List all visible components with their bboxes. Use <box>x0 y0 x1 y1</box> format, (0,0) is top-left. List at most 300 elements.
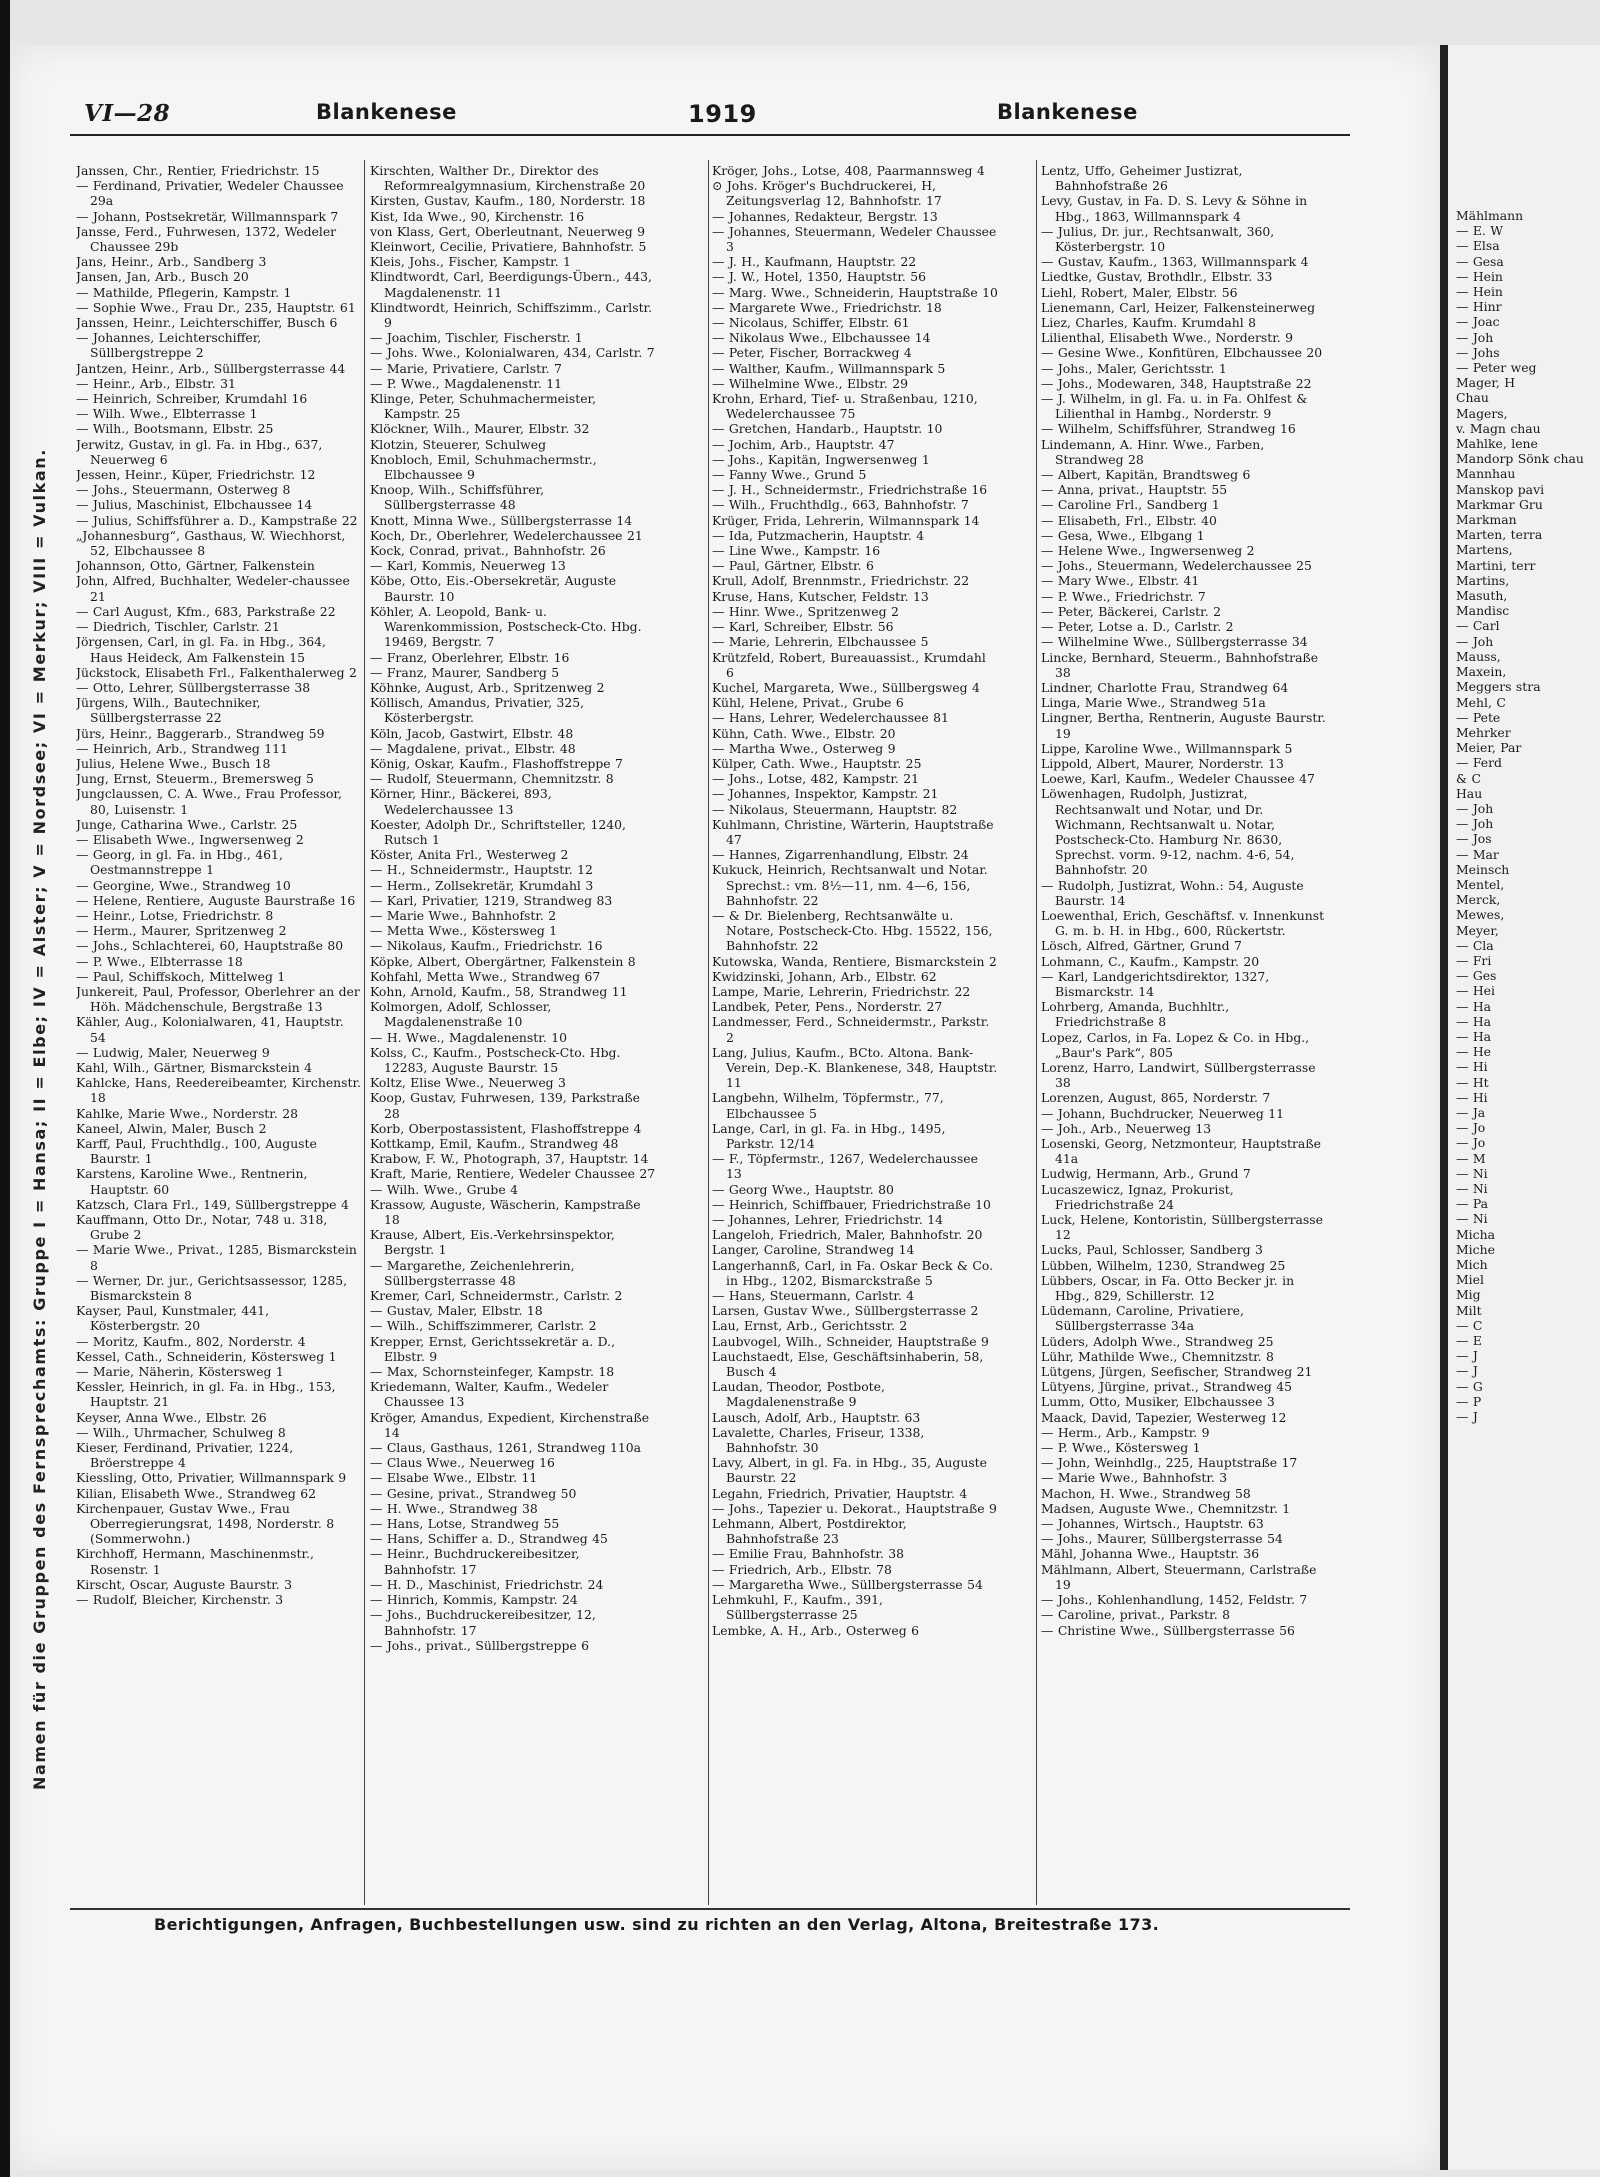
directory-entry: Kolss, C., Kaufm., Postscheck-Cto. Hbg. 12283, Auguste Baurstr. 15 <box>370 1044 621 1075</box>
publisher-footer: Berichtigungen, Anfragen, Buchbestellungen usw. sind zu richten an den Verlag, Altona, Breitestraße 173. <box>154 1915 1160 1934</box>
directory-entry: — Metta Wwe., Köstersweg 1 <box>370 923 558 939</box>
directory-entry: Langerhannß, Carl, in Fa. Oskar Beck & Co. in Hbg., 1202, Bismarckstraße 5 <box>712 1257 994 1288</box>
directory-entry: — Gustav, Kaufm., 1363, Willmannspark 4 <box>1041 254 1309 270</box>
directory-entry: — Peter, Fischer, Borrackweg 4 <box>712 345 912 361</box>
header-right-title: Blankenese <box>997 100 1138 124</box>
directory-entry: — Joh., Arb., Neuerweg 13 <box>1041 1120 1212 1136</box>
column-rule <box>708 160 709 1905</box>
directory-entry: Korb, Oberpostassistent, Flashoffstreppe 4 <box>370 1120 642 1136</box>
directory-entry: — Johs., Maler, Gerichtsstr. 1 <box>1041 360 1227 376</box>
directory-entry: — Karl, Privatier, 1219, Strandweg 83 <box>370 892 613 908</box>
directory-entry: — Ha <box>1456 998 1492 1014</box>
directory-entry: Martens, <box>1456 542 1513 558</box>
directory-entry: — Ni <box>1456 1211 1488 1227</box>
directory-entry: Mich <box>1456 1257 1488 1273</box>
directory-entry: Kahl, Wilh., Gärtner, Bismarckstein 4 <box>76 1059 313 1075</box>
directory-entry: — Wilh. Wwe., Elbterrasse 1 <box>76 406 258 422</box>
directory-entry: — Karl, Kommis, Neuerweg 13 <box>370 558 566 574</box>
directory-entry: — Hans, Lotse, Strandweg 55 <box>370 1516 560 1532</box>
directory-entry: — Hans, Schiffer a. D., Strandweg 45 <box>370 1531 608 1547</box>
directory-entry: Kessel, Cath., Schneiderin, Köstersweg 1 <box>76 1348 337 1364</box>
directory-entry: Kaneel, Alwin, Maler, Busch 2 <box>76 1120 267 1136</box>
directory-entry: — P. Wwe., Elbterrasse 18 <box>76 953 243 969</box>
side-margin-text: Namen für die Gruppen des Fernsprechamts: Gruppe I = Hansa; II = Elbe; IV = Alster; V = Nordsee; VI = Merkur; VIII = Vulkan. <box>30 448 49 1790</box>
directory-entry: Lienemann, Carl, Heizer, Falkensteinerweg <box>1041 299 1316 315</box>
directory-entry: — Pa <box>1456 1196 1488 1212</box>
directory-entry: Luck, Helene, Kontoristin, Süllbergsterrasse 12 <box>1041 1212 1323 1243</box>
directory-entry: — Mar <box>1456 846 1499 862</box>
directory-entry: Lucaszewicz, Ignaz, Prokurist, Friedrichstraße 24 <box>1041 1181 1234 1212</box>
directory-entry: — Moritz, Kaufm., 802, Norderstr. 4 <box>76 1333 306 1349</box>
directory-entry: — Otto, Lehrer, Süllbergsterrasse 38 <box>76 679 311 695</box>
directory-entry: Kilian, Elisabeth Wwe., Strandweg 62 <box>76 1485 317 1501</box>
directory-entry: — Peter, Lotse a. D., Carlstr. 2 <box>1041 619 1234 635</box>
column-3 <box>712 163 998 1908</box>
directory-entry: Mählmann <box>1456 208 1524 223</box>
directory-entry: Junge, Catharina Wwe., Carlstr. 25 <box>76 816 298 832</box>
directory-entry: Lippe, Karoline Wwe., Willmannspark 5 <box>1041 740 1293 756</box>
directory-entry: — Heinrich, Schreiber, Krumdahl 16 <box>76 391 308 407</box>
directory-entry: — Herm., Maurer, Spritzenweg 2 <box>76 923 287 939</box>
directory-entry: — J <box>1456 1348 1478 1364</box>
directory-entry: — Friedrich, Arb., Elbstr. 78 <box>712 1561 892 1577</box>
column-2 <box>370 163 656 1908</box>
directory-entry: Külper, Cath. Wwe., Hauptstr. 25 <box>712 755 922 771</box>
directory-entry: — Marg. Wwe., Schneiderin, Hauptstraße 10 <box>712 284 998 300</box>
directory-entry: Lehmann, Albert, Postdirektor, Bahnhofstraße 23 <box>712 1516 907 1547</box>
directory-entry: — Johann, Buchdrucker, Neuerweg 11 <box>1041 1105 1285 1121</box>
directory-entry: Johannson, Otto, Gärtner, Falkenstein <box>76 558 315 574</box>
directory-entry: Lincke, Bernhard, Steuerm., Bahnhofstraße 38 <box>1041 649 1319 680</box>
directory-entry: Karff, Paul, Fruchthdlg., 100, Auguste Baurstr. 1 <box>76 1136 317 1167</box>
directory-entry: Kwidzinski, Johann, Arb., Elbstr. 62 <box>712 968 937 984</box>
directory-entry: — Albert, Kapitän, Brandtsweg 6 <box>1041 467 1251 483</box>
directory-entry: Mewes, <box>1456 907 1505 923</box>
directory-entry: — Joh <box>1456 329 1494 345</box>
directory-entry: — Caroline, privat., Parkstr. 8 <box>1041 1607 1230 1623</box>
directory-entry: — Johs., Buchdruckereibesitzer, 12, Bahnhofstr. 17 <box>370 1607 596 1638</box>
directory-entry: Martins, <box>1456 572 1510 588</box>
directory-entry: — Heinr., Lotse, Friedrichstr. 8 <box>76 907 274 923</box>
directory-entry: Köbe, Otto, Eis.-Obersekretär, Auguste Baurstr. 10 <box>370 573 617 604</box>
directory-entry: — Cla <box>1456 937 1494 953</box>
directory-entry: — Werner, Dr. jur., Gerichtsassessor, 1285, Bismarckstein 8 <box>76 1272 348 1304</box>
directory-entry: Krüger, Frida, Lehrerin, Wilmannspark 14 <box>712 512 980 528</box>
directory-entry: Lentz, Uffo, Geheimer Justizrat, Bahnhofstraße 26 <box>1041 163 1243 194</box>
directory-entry: Jürs, Heinr., Baggerarb., Strandweg 59 <box>76 725 325 741</box>
directory-entry: — Emilie Frau, Bahnhofstr. 38 <box>712 1546 905 1562</box>
directory-entry: — Marie Wwe., Privat., 1285, Bismarckstein 8 <box>76 1242 357 1273</box>
directory-entry: Lohmann, C., Kaufm., Kampstr. 20 <box>1041 953 1260 969</box>
directory-entry: Masuth, <box>1456 588 1508 604</box>
directory-entry: — Margaretha Wwe., Süllbergsterrasse 54 <box>712 1576 983 1592</box>
directory-entry: — Joh <box>1456 816 1494 832</box>
directory-entry: Markmar Gru <box>1456 496 1543 512</box>
directory-entry: Junkereit, Paul, Professor, Oberlehrer an der Höh. Mädchenschule, Bergstraße 13 <box>76 983 360 1015</box>
directory-entry: — Peter, Bäckerei, Carlstr. 2 <box>1041 603 1221 619</box>
directory-entry: Kriedemann, Walter, Kaufm., Wedeler Chaussee 13 <box>370 1379 609 1410</box>
directory-entry: Koop, Gustav, Fuhrwesen, 139, Parkstraße 28 <box>370 1090 641 1121</box>
directory-entry: — H. Wwe., Strandweg 38 <box>370 1500 538 1516</box>
footer-rule <box>70 1908 1350 1910</box>
directory-entry: Levy, Gustav, in Fa. D. S. Levy & Söhne in Hbg., 1863, Willmannspark 4 <box>1041 193 1308 224</box>
column-5 <box>1456 208 1596 1953</box>
directory-entry: — Gretchen, Handarb., Hauptstr. 10 <box>712 421 943 437</box>
directory-entry: Lösch, Alfred, Gärtner, Grund 7 <box>1041 938 1242 954</box>
directory-entry: Ludwig, Hermann, Arb., Grund 7 <box>1041 1166 1251 1182</box>
directory-entry: Janssen, Heinr., Leichterschiffer, Busch 6 <box>76 315 338 331</box>
directory-entry: Körner, Hinr., Bäckerei, 893, Wedelerchaussee 13 <box>370 786 552 817</box>
directory-entry: Kohfahl, Metta Wwe., Strandweg 67 <box>370 968 601 984</box>
directory-entry: — Gesine, privat., Strandweg 50 <box>370 1485 577 1501</box>
column-4 <box>1041 163 1327 1908</box>
directory-entry: — Hinrich, Kommis, Kampstr. 24 <box>370 1592 578 1608</box>
directory-entry: — Magdalene, privat., Elbstr. 48 <box>370 740 576 756</box>
directory-entry: — Wilh., Schiffszimmerer, Carlstr. 2 <box>370 1318 597 1334</box>
directory-entry: — Jochim, Arb., Hauptstr. 47 <box>712 436 895 452</box>
directory-entry: Magers, <box>1456 405 1508 421</box>
directory-entry: Lühr, Mathilde Wwe., Chemnitzstr. 8 <box>1041 1348 1274 1364</box>
directory-entry: — Ferdinand, Privatier, Wedeler Chaussee 29a <box>76 178 344 209</box>
directory-entry: Landmesser, Ferd., Schneidermstr., Parkstr. 2 <box>712 1014 990 1045</box>
page-number: VI—28 <box>84 100 171 127</box>
directory-entry: — Ni <box>1456 1181 1488 1196</box>
directory-entry: Klöckner, Wilh., Maurer, Elbstr. 32 <box>370 421 590 437</box>
directory-entry: Kist, Ida Wwe., 90, Kirchenstr. 16 <box>370 208 585 224</box>
directory-entry: Krepper, Ernst, Gerichtssekretär a. D., Elbstr. 9 <box>370 1333 616 1364</box>
column-1 <box>76 163 362 1908</box>
directory-entry: Kraft, Marie, Rentiere, Wedeler Chaussee 27 <box>370 1166 656 1182</box>
directory-entry: — Gustav, Maler, Elbstr. 18 <box>370 1303 543 1319</box>
directory-entry: Milt <box>1456 1302 1482 1318</box>
directory-entry: Kessler, Heinrich, in gl. Fa. in Hbg., 153, Hauptstr. 21 <box>76 1379 336 1410</box>
directory-entry: — Georg, in gl. Fa. in Hbg., 461, Oestmannstreppe 1 <box>76 847 283 878</box>
directory-entry: Lang, Julius, Kaufm., BCto. Altona. Bank-Verein, Dep.-K. Blankenese, 348, Hauptstr. 11 <box>712 1044 998 1091</box>
directory-entry: Kruse, Hans, Kutscher, Feldstr. 13 <box>712 588 929 604</box>
directory-entry: — Elsa <box>1456 238 1500 254</box>
directory-entry: Jessen, Heinr., Küper, Friedrichstr. 12 <box>76 467 316 483</box>
directory-entry: — Johs., Steuermann, Osterweg 8 <box>76 482 291 498</box>
directory-entry: — P. Wwe., Köstersweg 1 <box>1041 1440 1201 1456</box>
directory-entry: Langbehn, Wilhelm, Töpfermstr., 77, Elbchaussee 5 <box>712 1090 944 1121</box>
directory-entry: Maack, David, Tapezier, Westerweg 12 <box>1041 1409 1287 1425</box>
directory-entry: Krützfeld, Robert, Bureauassist., Krumdahl 6 <box>712 649 986 680</box>
directory-entry: — Karl, Schreiber, Elbstr. 56 <box>712 619 894 635</box>
directory-entry: Mauss, <box>1456 648 1501 664</box>
directory-entry: — Wilh., Uhrmacher, Schulweg 8 <box>76 1424 286 1440</box>
directory-entry: — Heinrich, Schiffbauer, Friedrichstraße 10 <box>712 1196 991 1212</box>
directory-entry: Koch, Dr., Oberlehrer, Wedelerchaussee 21 <box>370 527 643 543</box>
directory-entry: Lorenzen, August, 865, Norderstr. 7 <box>1041 1090 1271 1106</box>
directory-entry: — Heinr., Buchdruckereibesitzer, Bahnhofstr. 17 <box>370 1546 580 1577</box>
directory-entry: — Heinr., Arb., Elbstr. 31 <box>76 375 236 391</box>
directory-entry: — Heinrich, Arb., Strandweg 111 <box>76 740 288 756</box>
directory-entry: — H. D., Maschinist, Friedrichstr. 24 <box>370 1576 604 1592</box>
directory-entry: — Jo <box>1456 1135 1486 1151</box>
directory-entry: — Marie, Näherin, Köstersweg 1 <box>76 1364 284 1380</box>
directory-entry: Maxein, <box>1456 664 1507 680</box>
directory-entry: Lausch, Adolf, Arb., Hauptstr. 63 <box>712 1409 921 1425</box>
directory-entry: Keyser, Anna Wwe., Elbstr. 26 <box>76 1409 267 1425</box>
directory-entry: Jürgens, Wilh., Bautechniker, Süllbergsterrasse 22 <box>76 695 261 726</box>
directory-entry: Lau, Ernst, Arb., Gerichtsstr. 2 <box>712 1318 908 1334</box>
directory-entry: Klindtwordt, Heinrich, Schiffszimm., Carlstr. 9 <box>370 299 653 331</box>
directory-entry: Merck, <box>1456 892 1501 908</box>
directory-entry: Chau <box>1456 390 1489 406</box>
directory-entry: Lucks, Paul, Schlosser, Sandberg 3 <box>1041 1242 1263 1258</box>
directory-entry: Jörgensen, Carl, in gl. Fa. in Hbg., 364, Haus Heideck, Am Falkenstein 15 <box>76 634 326 665</box>
directory-entry: — J. W., Hotel, 1350, Hauptstr. 56 <box>712 269 927 285</box>
page-gutter <box>1440 45 1448 2170</box>
directory-entry: Kukuck, Heinrich, Rechtsanwalt und Notar. Sprechst.: vm. 8½—11, nm. 4—6, 156, Bahnhofstr. 22 <box>712 862 988 908</box>
directory-entry: — Max, Schornsteinfeger, Kampstr. 18 <box>370 1364 615 1380</box>
directory-entry: — Hei <box>1456 983 1495 999</box>
directory-entry: Manskop pavi <box>1456 481 1545 497</box>
directory-entry: Legahn, Friedrich, Privatier, Hauptstr. 4 <box>712 1485 968 1501</box>
directory-entry: — Johannes, Lehrer, Friedrichstr. 14 <box>712 1212 943 1228</box>
directory-entry: — Walther, Kaufm., Willmannspark 5 <box>712 360 946 376</box>
directory-entry: — Johs. Wwe., Kolonialwaren, 434, Carlstr. 7 <box>370 345 655 361</box>
directory-entry: Krull, Adolf, Brennmstr., Friedrichstr. 22 <box>712 573 970 589</box>
directory-entry: Kuhlmann, Christine, Wärterin, Hauptstraße 47 <box>712 816 994 847</box>
directory-entry: — Gesa <box>1456 253 1504 269</box>
directory-entry: — Marie Wwe., Bahnhofstr. 2 <box>370 907 557 923</box>
directory-entry: Krohn, Erhard, Tief- u. Straßenbau, 1210, Wedelerchaussee 75 <box>712 391 978 422</box>
directory-entry: Lilienthal, Elisabeth Wwe., Norderstr. 9 <box>1041 330 1294 346</box>
directory-entry: Markman <box>1456 512 1517 528</box>
directory-entry: Lippold, Albert, Maurer, Norderstr. 13 <box>1041 755 1284 771</box>
directory-entry: Lorenz, Harro, Landwirt, Süllbergsterrasse 38 <box>1041 1059 1316 1091</box>
directory-entry: — P <box>1456 1393 1482 1409</box>
directory-entry: Kahlke, Marie Wwe., Norderstr. 28 <box>76 1105 298 1121</box>
directory-entry: — Nikolaus, Kaufm., Friedrichstr. 16 <box>370 938 603 954</box>
directory-entry: — J. Wilhelm, in gl. Fa. u. in Fa. Ohlfest & Lilienthal in Hambg., Norderstr. 9 <box>1041 391 1308 422</box>
directory-entry: — Hein <box>1456 268 1503 284</box>
directory-entry: Köllisch, Amandus, Privatier, 325, Kösterbergstr. <box>370 695 585 726</box>
directory-entry: Mentel, <box>1456 876 1505 892</box>
directory-entry: Martini, terr <box>1456 557 1536 573</box>
directory-entry: Langeloh, Friedrich, Maler, Bahnhofstr. 20 <box>712 1227 983 1243</box>
directory-entry: — Wilh. Wwe., Grube 4 <box>370 1181 519 1197</box>
directory-entry: — Diedrich, Tischler, Carlstr. 21 <box>76 619 280 635</box>
directory-entry: — Paul, Gärtner, Elbstr. 6 <box>712 558 874 574</box>
directory-entry: Lopez, Carlos, in Fa. Lopez & Co. in Hbg., „Baur's Park“, 805 <box>1041 1029 1310 1060</box>
directory-entry: — Johs., Modewaren, 348, Hauptstraße 22 <box>1041 375 1312 391</box>
directory-entry: — E <box>1456 1333 1482 1349</box>
directory-entry: — Wilhelmine Wwe., Süllbergsterrasse 34 <box>1041 634 1308 650</box>
directory-entry: — Johannes, Inspektor, Kampstr. 21 <box>712 786 939 802</box>
column-rule <box>1036 160 1037 1905</box>
directory-entry: — Margarete Wwe., Friedrichstr. 18 <box>712 299 942 315</box>
directory-entry: Lavy, Albert, in gl. Fa. in Hbg., 35, Auguste Baurstr. 22 <box>712 1455 987 1486</box>
directory-entry: Lampe, Marie, Lehrerin, Friedrichstr. 22 <box>712 983 971 999</box>
directory-entry: Kuchel, Margareta, Wwe., Süllbergsweg 4 <box>712 679 980 695</box>
directory-entry: Mehrker <box>1456 724 1511 740</box>
directory-entry: — Joac <box>1456 314 1500 330</box>
directory-entry: Köln, Jacob, Gastwirt, Elbstr. 48 <box>370 725 574 741</box>
directory-entry: Kolmorgen, Adolf, Schlosser, Magdalenenstraße 10 <box>370 999 552 1030</box>
directory-entry: — J. H., Schneidermstr., Friedrichstraße 16 <box>712 482 988 498</box>
directory-entry: Löwenhagen, Rudolph, Justizrat, Rechtsanwalt und Notar, und Dr. Wichmann, Rechtsanwalt u. Notar, Postscheck-Cto. Hamburg Nr. 8630, Sprechst. vorm. 9-12, nachm. 4-6, 54, Bahnhofstr. 20 <box>1041 786 1295 878</box>
directory-entry: — Ida, Putzmacherin, Hauptstr. 4 <box>712 527 925 543</box>
directory-entry: Micha <box>1456 1226 1495 1242</box>
directory-entry: — Gesa, Wwe., Elbgang 1 <box>1041 527 1205 543</box>
directory-entry: Koltz, Elise Wwe., Neuerweg 3 <box>370 1075 566 1091</box>
directory-entry: — Claus, Gasthaus, 1261, Strandweg 110a <box>370 1440 642 1456</box>
directory-entry: ⊙ Johs. Kröger's Buchdruckerei, H, Zeitungsverlag 12, Bahnhofstr. 17 <box>712 178 942 209</box>
directory-entry: — He <box>1456 1044 1491 1060</box>
directory-entry: — Fri <box>1456 952 1492 968</box>
directory-entry: Katzsch, Clara Frl., 149, Süllbergstreppe 4 <box>76 1196 349 1212</box>
directory-entry: — Ha <box>1456 1013 1492 1029</box>
directory-entry: Kirschten, Walther Dr., Direktor des Reformrealgymnasium, Kirchenstraße 20 <box>370 163 646 194</box>
directory-entry: Jantzen, Heinr., Arb., Süllbergsterrasse 44 <box>76 360 346 376</box>
directory-entry: Köster, Anita Frl., Westerweg 2 <box>370 847 569 863</box>
directory-entry: Köpke, Albert, Obergärtner, Falkenstein 8 <box>370 953 636 969</box>
directory-entry: — Peter weg <box>1456 360 1537 376</box>
directory-entry: — Franz, Maurer, Sandberg 5 <box>370 664 560 680</box>
directory-entry: — E. W <box>1456 223 1503 239</box>
directory-entry: Lavalette, Charles, Friseur, 1338, Bahnhofstr. 30 <box>712 1424 925 1456</box>
directory-entry: — Johs., Maurer, Süllbergsterrasse 54 <box>1041 1531 1283 1547</box>
directory-entry: Jansen, Jan, Arb., Busch 20 <box>76 269 249 285</box>
directory-entry: — Georgine, Wwe., Strandweg 10 <box>76 877 291 893</box>
directory-entry: Kottkamp, Emil, Kaufm., Strandweg 48 <box>370 1136 619 1151</box>
directory-entry: Knoop, Wilh., Schiffsführer, Süllbergsterrasse 48 <box>370 482 545 513</box>
directory-entry: Jungclaussen, C. A. Wwe., Frau Professor, 80, Luisenstr. 1 <box>76 786 342 817</box>
directory-entry: Mig <box>1456 1287 1481 1303</box>
directory-entry: — Marie, Lehrerin, Elbchaussee 5 <box>712 634 929 650</box>
directory-entry: — Wilh., Fruchthdlg., 663, Bahnhofstr. 7 <box>712 497 969 513</box>
directory-entry: Köhler, A. Leopold, Bank- u. Warenkommission, Postscheck-Cto. Hbg. 19469, Bergstr. 7 <box>370 603 642 650</box>
page-header <box>70 100 1350 136</box>
directory-entry: Kleinwort, Cecilie, Privatiere, Bahnhofstr. 5 <box>370 239 647 255</box>
directory-entry: — P. Wwe., Friedrichstr. 7 <box>1041 588 1206 604</box>
directory-entry: — Johs., Kohlenhandlung, 1452, Feldstr. 7 <box>1041 1592 1308 1608</box>
directory-entry: — Nicolaus, Schiffer, Elbstr. 61 <box>712 315 910 331</box>
directory-entry: v. Magn chau <box>1456 420 1541 436</box>
scan-border <box>0 0 10 2177</box>
directory-entry: Meinsch <box>1456 861 1510 877</box>
directory-entry: — Julius, Dr. jur., Rechtsanwalt, 360, Kösterbergstr. 10 <box>1041 223 1275 255</box>
directory-entry: — Joh <box>1456 633 1494 649</box>
directory-entry: Lingner, Bertha, Rentnerin, Auguste Baurstr. 19 <box>1041 710 1326 741</box>
directory-entry: Krause, Albert, Eis.-Verkehrsinspektor, Bergstr. 1 <box>370 1227 615 1258</box>
directory-entry: Kühn, Cath. Wwe., Elbstr. 20 <box>712 725 896 741</box>
directory-entry: — Ha <box>1456 1028 1492 1044</box>
directory-entry: Mannhau <box>1456 466 1516 482</box>
directory-entry: — Wilh., Bootsmann, Elbstr. 25 <box>76 421 274 437</box>
directory-entry: — Hi <box>1456 1089 1488 1105</box>
directory-entry: — Jo <box>1456 1120 1486 1136</box>
directory-entry: — Herm., Zollsekretär, Krumdahl 3 <box>370 877 594 893</box>
directory-entry: Lumm, Otto, Musiker, Elbchaussee 3 <box>1041 1394 1275 1410</box>
directory-entry: — Ges <box>1456 968 1497 984</box>
directory-entry: — Marie Wwe., Bahnhofstr. 3 <box>1041 1470 1228 1486</box>
directory-entry: Liedtke, Gustav, Brothdlr., Elbstr. 33 <box>1041 269 1273 285</box>
directory-entry: Mehl, C <box>1456 694 1506 710</box>
directory-entry: — J. H., Kaufmann, Hauptstr. 22 <box>712 254 917 270</box>
directory-entry: Janssen, Chr., Rentier, Friedrichstr. 15 <box>76 163 320 178</box>
directory-entry: Kauffmann, Otto Dr., Notar, 748 u. 318, Grube 2 <box>76 1212 328 1243</box>
directory-entry: — G <box>1456 1378 1483 1394</box>
directory-entry: — Julius, Schiffsführer a. D., Kampstraße 22 <box>76 512 358 528</box>
directory-entry: — Mary Wwe., Elbstr. 41 <box>1041 573 1200 589</box>
directory-entry: Lindner, Charlotte Frau, Strandweg 64 <box>1041 679 1289 695</box>
directory-entry: Jerwitz, Gustav, in gl. Fa. in Hbg., 637, Neuerweg 6 <box>76 436 323 467</box>
directory-entry: — Ht <box>1456 1074 1489 1090</box>
directory-entry: Klinge, Peter, Schuhmachermeister, Kampstr. 25 <box>370 391 597 422</box>
directory-entry: Krabow, F. W., Photograph, 37, Hauptstr. 14 <box>370 1151 649 1167</box>
directory-entry: Jückstock, Elisabeth Frl., Falkenthalerweg 2 <box>76 664 357 680</box>
directory-entry: Meier, Par <box>1456 740 1522 756</box>
directory-entry: — Johannes, Wirtsch., Hauptstr. 63 <box>1041 1516 1264 1532</box>
directory-entry: Kayser, Paul, Kunstmaler, 441, Kösterbergstr. 20 <box>76 1303 270 1334</box>
directory-entry: — C <box>1456 1317 1483 1333</box>
directory-entry: Lange, Carl, in gl. Fa. in Hbg., 1495, Parkstr. 12/14 <box>712 1120 946 1151</box>
directory-entry: von Klass, Gert, Oberleutnant, Neuerweg 9 <box>370 223 645 239</box>
directory-entry: — Johannes, Steuermann, Wedeler Chaussee 3 <box>712 223 997 255</box>
directory-entry: — Wilhelmine Wwe., Elbstr. 29 <box>712 375 908 391</box>
directory-entry: Kirscht, Oscar, Auguste Baurstr. 3 <box>76 1576 293 1592</box>
directory-entry: — Fanny Wwe., Grund 5 <box>712 467 867 483</box>
directory-entry: — Johs., Tapezier u. Dekorat., Hauptstraße 9 <box>712 1500 997 1516</box>
directory-entry: Loewe, Karl, Kaufm., Wedeler Chaussee 47 <box>1041 771 1315 787</box>
directory-entry: John, Alfred, Buchhalter, Wedeler-chaussee 21 <box>76 573 350 604</box>
directory-entry: — Claus Wwe., Neuerweg 16 <box>370 1455 555 1471</box>
directory-entry: — Hi <box>1456 1059 1488 1075</box>
directory-entry: — Johannes, Leichterschiffer, Süllbergstreppe 2 <box>76 330 262 361</box>
directory-entry: Kleis, Johs., Fischer, Kampstr. 1 <box>370 254 571 270</box>
directory-entry: — Herm., Arb., Kampstr. 9 <box>1041 1424 1210 1440</box>
directory-entry: Lauchstaedt, Else, Geschäftsinhaberin, 58, Busch 4 <box>712 1348 984 1380</box>
next-page-fragment <box>1448 45 1600 2170</box>
directory-entry: — Joachim, Tischler, Fischerstr. 1 <box>370 330 583 346</box>
directory-entry: — Anna, privat., Hauptstr. 55 <box>1041 482 1228 498</box>
directory-entry: — Paul, Schiffskoch, Mittelweg 1 <box>76 968 286 984</box>
directory-entry: Kahlcke, Hans, Reedereibeamter, Kirchenstr. 18 <box>76 1075 361 1106</box>
directory-entry: — Johs., Lotse, 482, Kampstr. 21 <box>712 771 920 787</box>
directory-entry: — Elisabeth Wwe., Ingwersenweg 2 <box>76 831 304 847</box>
directory-entry: Mandisc <box>1456 603 1510 619</box>
directory-entry: — Joh <box>1456 800 1494 816</box>
directory-entry: Meggers stra <box>1456 679 1541 695</box>
directory-entry: — Ja <box>1456 1104 1486 1120</box>
directory-entry: Hau <box>1456 785 1483 801</box>
directory-entry: — Johs., Steuermann, Wedelerchaussee 25 <box>1041 558 1312 574</box>
directory-entry: Losenski, Georg, Netzmonteur, Hauptstraße 41a <box>1041 1136 1321 1167</box>
directory-entry: — Karl, Landgerichtsdirektor, 1327, Bismarckstr. 14 <box>1041 968 1270 999</box>
directory-entry: — John, Weinhdlg., 225, Hauptstraße 17 <box>1041 1455 1298 1471</box>
directory-entry: Kutowska, Wanda, Rentiere, Bismarckstein 2 <box>712 953 997 969</box>
directory-entry: Machon, H. Wwe., Strandweg 58 <box>1041 1485 1251 1501</box>
directory-entry: Kähler, Aug., Kolonialwaren, 41, Hauptstr. 54 <box>76 1014 344 1045</box>
directory-entry: — Johs., Kapitän, Ingwersenweg 1 <box>712 451 930 467</box>
directory-entry: Lüders, Adolph Wwe., Strandweg 25 <box>1041 1333 1274 1349</box>
column-rule <box>364 160 365 1905</box>
directory-entry: — Hannes, Zigarrenhandlung, Elbstr. 24 <box>712 847 969 863</box>
directory-entry: Julius, Helene Wwe., Busch 18 <box>76 755 271 771</box>
directory-entry: Mandorp Sönk chau <box>1456 451 1584 467</box>
directory-entry: — Nikolaus, Steuermann, Hauptstr. 82 <box>712 801 958 817</box>
directory-entry: — Pete <box>1456 709 1501 725</box>
directory-entry: Landbek, Peter, Pens., Norderstr. 27 <box>712 999 943 1015</box>
directory-entry: — Franz, Oberlehrer, Elbstr. 16 <box>370 649 570 665</box>
directory-entry: Lübbers, Oscar, in Fa. Otto Becker jr. in Hbg., 829, Schillerstr. 12 <box>1041 1272 1295 1304</box>
directory-entry: „Johannesburg“, Gasthaus, W. Wiechhorst, 52, Elbchaussee 8 <box>76 527 346 559</box>
directory-entry: Kühl, Helene, Privat., Grube 6 <box>712 695 904 711</box>
directory-entry: — Hans, Steuermann, Carlstr. 4 <box>712 1288 915 1304</box>
